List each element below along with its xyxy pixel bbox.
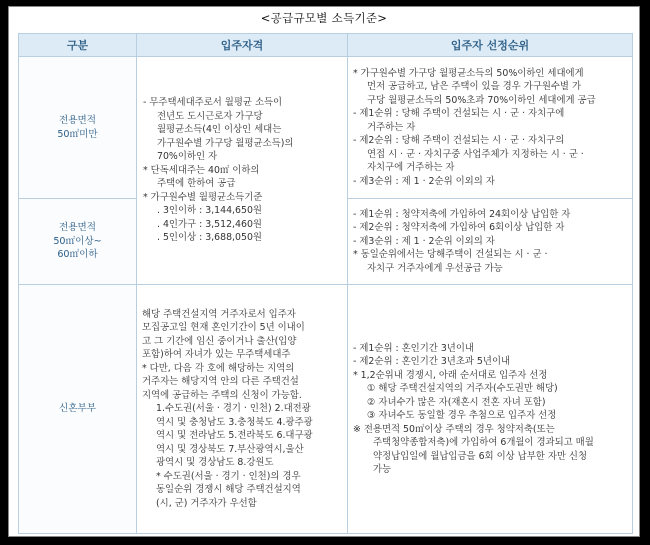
list-item: 거주하는 자: [367, 121, 416, 133]
list-item: 역시 및 충청남도 3.충청북도 4.광주광: [156, 416, 313, 428]
priority-under-50: [348, 57, 633, 199]
list-item: * 가구원수별 가구당 월평균소득의 50%이하인 세대에게: [353, 67, 584, 79]
list-item: ② 자녀수가 많은 자(재혼시 전혼 자녀 포함): [367, 396, 546, 408]
list-item: 주택청약종합저축)에 가입하여 6개월이 경과되고 매월: [373, 437, 594, 448]
header-qualification: 입주자격: [137, 34, 348, 57]
list-item: ※ 전용면적 50㎡이상 주택의 경우 청약저축(또는: [353, 423, 555, 435]
list-item: ① 해당 주택건설지역의 거주자(수도권만 해당): [367, 383, 558, 394]
list-item: 모집공고일 현재 혼인기간이 5년 이내이: [142, 322, 305, 334]
income-criteria-table: [18, 33, 633, 534]
list-item: . 4인가구 : 3,512,460원: [157, 218, 262, 230]
priority-newlyweds: [348, 285, 633, 534]
header-priority: 입주자 선정순위: [348, 34, 633, 57]
list-item: 해당 주택건설지역 거주자로서 입주자: [142, 308, 296, 320]
list-item: 가구원수별 가구당 월평균소득)의: [157, 137, 294, 149]
list-item: 주택에 한하여 공급: [157, 178, 236, 190]
list-item: * 단독세대주는 40㎡ 이하의: [143, 164, 260, 176]
list-item: - 제2순위 : 혼인기간 3년초과 5년이내: [353, 356, 511, 367]
category-newlyweds: 신혼부부: [19, 285, 137, 534]
list-item: 70%이하인 자: [157, 151, 218, 163]
list-item: 동일순위 경쟁시 해당 주택건설지역: [156, 484, 301, 496]
list-item: 자치구에 거주하는 자: [367, 162, 455, 174]
list-item: 고 그 기간에 임신 중이거나 출산(입양: [142, 335, 297, 347]
category-under-50: 전용면적 50㎡미만: [19, 57, 137, 199]
list-item: - 제1순위 : 혼인기간 3년이내: [353, 342, 474, 354]
list-item: * 1,2순위내 경쟁시, 아래 순서대로 입주자 선정: [353, 369, 548, 381]
qualification-newlyweds: [137, 285, 348, 534]
list-item: 광역시 및 경상남도 8.강원도: [156, 457, 274, 469]
list-item: 약정납입일에 월납입금을 6회 이상 납부한 자만 신청: [373, 450, 588, 462]
priority-50-to-60: [348, 199, 633, 285]
list-item: - 제1순위 : 당해 주택이 건설되는 시 · 군 · 자치구에: [353, 108, 565, 120]
list-item: * 다만, 다음 각 호에 해당하는 지역의: [142, 362, 295, 374]
list-item: - 제3순위 : 제 1 · 2순위 이외의 자: [353, 235, 495, 247]
list-item: 거주자는 해당지역 안의 다른 주택건설: [142, 376, 299, 388]
list-item: 구당 월평균소득의 50%초과 70%이하인 세대에게 공급: [367, 94, 596, 106]
list-item: 역시 및 경상북도 7.부산광역시,울산: [156, 443, 304, 455]
list-item: - 제2순위 : 당해 주택이 건설되는 시 · 군 · 자치구의: [353, 135, 565, 147]
list-item: * 동일순위에서는 당해주택이 건설되는 시 · 군 ·: [353, 249, 548, 261]
table-row-under-50: [19, 57, 633, 199]
table-row-newlyweds: [19, 285, 633, 534]
list-item: * 가구원수별 월평균소득기준: [143, 191, 263, 203]
document-frame: [8, 6, 640, 537]
list-item: - 제1순위 : 청약저축에 가입하여 24회이상 납입한 자: [353, 208, 571, 220]
list-item: - 무주택세대주로서 월평균 소득이: [143, 97, 283, 109]
qualification-general: [137, 57, 348, 285]
list-item: - 제3순위 : 제 1 · 2순위 이외의 자: [353, 175, 495, 187]
list-item: 먼저 공급하고, 남은 주택이 있을 경우 가구원수별 가: [367, 81, 582, 93]
page-title: <공급규모별 소득기준>: [260, 11, 388, 25]
list-item: 1.수도권(서울 · 경기 · 인천) 2.대전광: [156, 403, 311, 415]
list-item: . 5인이상 : 3,688,050원: [157, 232, 262, 244]
list-item: 포함)하여 자녀가 있는 무주택세대주: [142, 349, 291, 361]
list-item: 자치구 거주자에게 우선공급 가능: [367, 262, 503, 274]
list-item: 역시 및 전라남도 5.전라북도 6.대구광: [156, 430, 313, 442]
list-item: . 3인이하 : 3,144,650원: [157, 205, 262, 217]
list-item: ③ 자녀수도 동일할 경우 추첨으로 입주자 선정: [367, 410, 557, 421]
list-item: 지역에 공급하는 주택의 신청이 가능함.: [142, 389, 302, 401]
list-item: 전년도 도시근로자 가구당: [157, 110, 263, 122]
header-category: 구분: [19, 34, 137, 57]
list-item: 가능: [373, 464, 392, 475]
list-item: (시, 군) 거주자가 우선함: [156, 497, 257, 509]
list-item: * 수도권(서울 · 경기 · 인천)의 경우: [156, 470, 301, 482]
list-item: 연접 시 · 군 · 자치구중 사업주체가 지정하는 시 · 군 ·: [367, 148, 584, 160]
header-row: [19, 34, 633, 57]
category-50-to-60: 전용면적 50㎡이상~ 60㎡이하: [19, 199, 137, 285]
list-item: 월평균소득(4인 이상인 세대는: [157, 124, 282, 136]
list-item: - 제2순위 : 청약저축에 가입하여 6회이상 납입한 자: [353, 222, 565, 234]
